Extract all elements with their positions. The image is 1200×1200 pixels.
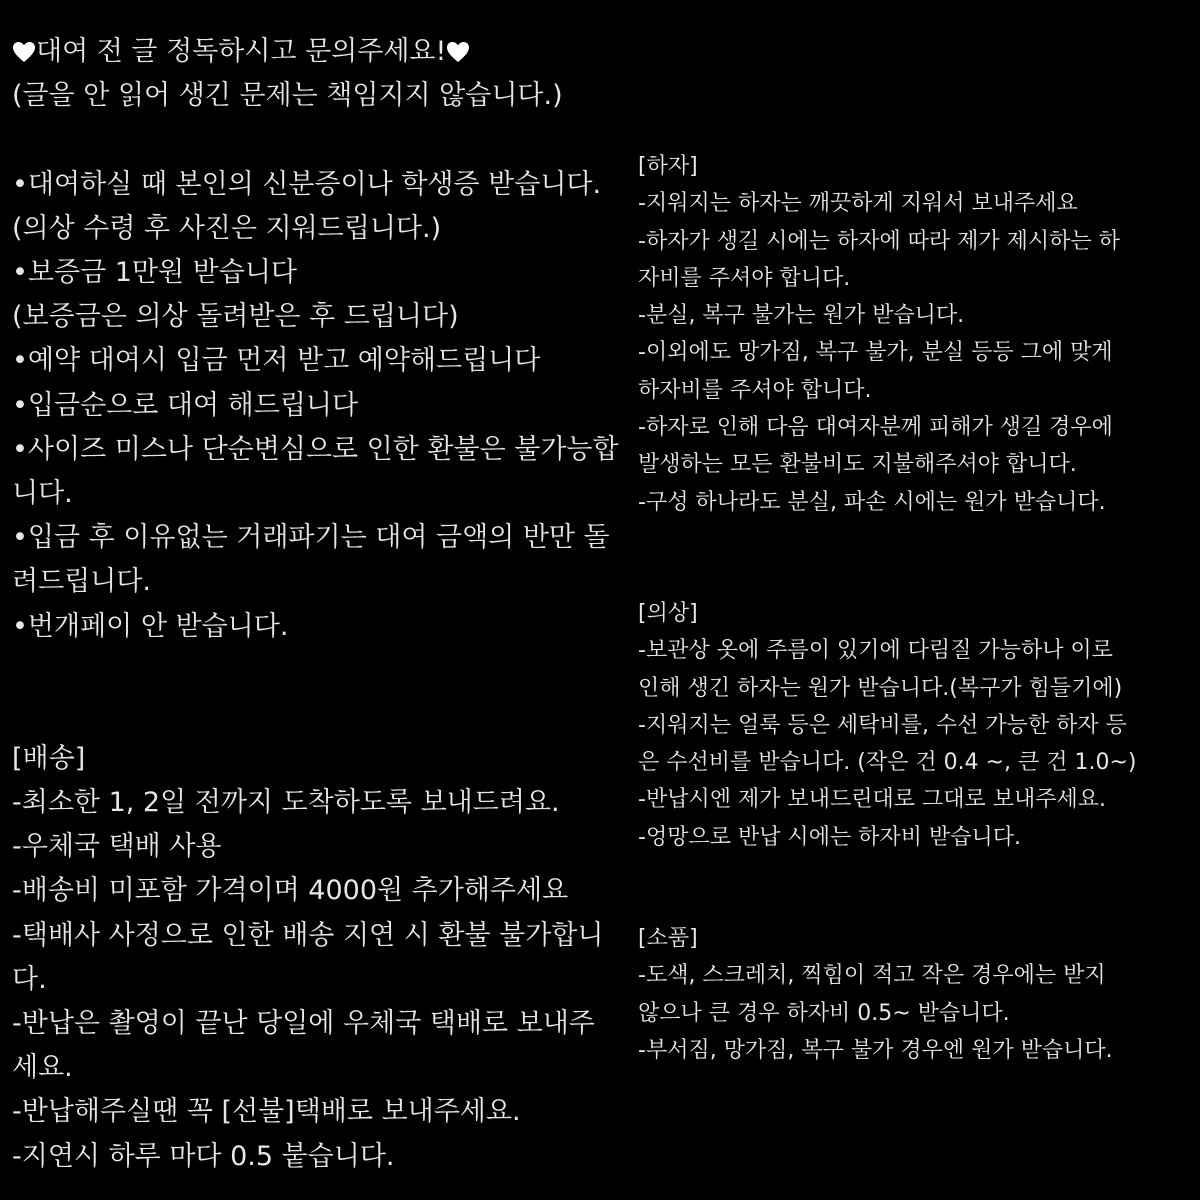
rule-line: •예약 대여시 입금 먼저 받고 예약해드립니다 [12,345,541,377]
rule-line: •입금순으로 대여 해드립니다 [12,389,359,421]
rules-list [12,163,622,649]
props-line: -도색, 스크레치, 찍힘이 적고 작은 경우에는 받지 [638,963,1106,989]
costume-line: -지워지는 얼룩 등은 세탁비를, 수선 가능한 하자 등 [638,712,1127,738]
shipping-heading: [배송] [12,742,86,774]
costume-line: -보관상 옷에 주름이 있기에 다림질 가능하나 이로 [638,638,1113,664]
costume-line: 인해 생긴 하자는 원가 받습니다.(복구가 힘들기에) [638,675,1123,701]
damage-line: -지워지는 하자는 깨끗하게 지워서 보내주세요 [638,191,1078,217]
intro-note: (글을 안 읽어 생긴 문제는 책임지지 않습니다.) [12,80,563,112]
damage-section [638,148,1188,521]
rule-line: 니다. [12,478,73,510]
rule-line: (의상 수령 후 사진은 지워드립니다.) [12,212,442,244]
white-heart-icon [12,41,36,63]
damage-line: 발생하는 모든 환불비도 지불해주셔야 합니다. [638,452,1077,478]
shipping-line: -우체국 택배 사용 [12,831,222,863]
costume-line: 은 수선비를 받습니다. (작은 건 0.4 ~, 큰 건 1.0~) [638,750,1137,776]
shipping-line: -지연시 하루 마다 0.5 붙습니다. [12,1140,395,1172]
costume-section [638,595,1188,856]
left-column [12,30,622,1179]
rule-line: •보증금 1만원 받습니다 [12,257,298,288]
damage-line: 자비를 주셔야 합니다. [638,265,851,291]
rule-line: 려드립니다. [12,566,151,598]
damage-line: 하자비를 주셔야 합니다. [638,377,872,403]
damage-line: -이외에도 망가짐, 복구 불가, 분실 등등 그에 맞게 [638,340,1113,366]
shipping-line: 세요. [12,1052,73,1084]
damage-line: -하자가 생길 시에는 하자에 따라 제가 제시하는 하 [638,228,1120,254]
intro-title: 대여 전 글 정독하시고 문의주세요! [36,36,447,67]
damage-line: -구성 하나라도 분실, 파손 시에는 원가 받습니다. [638,489,1106,515]
rule-line: •사이즈 미스나 단순변심으로 인한 환불은 불가능합 [12,433,619,465]
shipping-line: -최소한 1, 2일 전까지 도착하도록 보내드려요. [12,787,560,819]
right-column [638,148,1188,1069]
rule-line: •번개페이 안 받습니다. [12,610,289,642]
shipping-line: -배송비 미포함 가격이며 4000원 추가해주세요 [12,875,569,907]
damage-line: -분실, 복구 불가는 원가 받습니다. [638,303,965,329]
damage-heading: [하자] [638,154,698,179]
props-line: 않으나 큰 경우 하자비 0.5~ 받습니다. [638,1000,1010,1026]
intro-title-line [12,30,622,74]
rule-line: •대여하실 때 본인의 신분증이나 학생증 받습니다. [12,168,602,200]
rule-line: (보증금은 의상 돌려받은 후 드립니다) [12,301,459,333]
props-line: -부서짐, 망가짐, 복구 불가 경우엔 원가 받습니다. [638,1037,1113,1063]
shipping-line: 다. [12,963,47,995]
props-section [638,920,1188,1069]
costume-heading: [의상] [638,600,698,626]
shipping-line: -반납은 촬영이 끝난 당일에 우체국 택배로 보내주 [12,1008,595,1040]
shipping-line: -택배사 사정으로 인한 배송 지연 시 환불 불가합니 [12,919,604,951]
white-heart-icon [446,41,470,63]
costume-line: -엉망으로 반납 시에는 하자비 받습니다. [638,824,1021,850]
rule-line: •입금 후 이유없는 거래파기는 대여 금액의 반만 돌 [12,522,610,554]
props-heading: [소품] [638,926,698,952]
damage-line: -하자로 인해 다음 대여자분께 피해가 생길 경우에 [638,415,1113,441]
costume-line: -반납시엔 제가 보내드린대로 그대로 보내주세요. [638,787,1106,813]
shipping-line: -반납해주실땐 꼭 [선불]택배로 보내주세요. [12,1096,521,1128]
shipping-section [12,737,622,1179]
